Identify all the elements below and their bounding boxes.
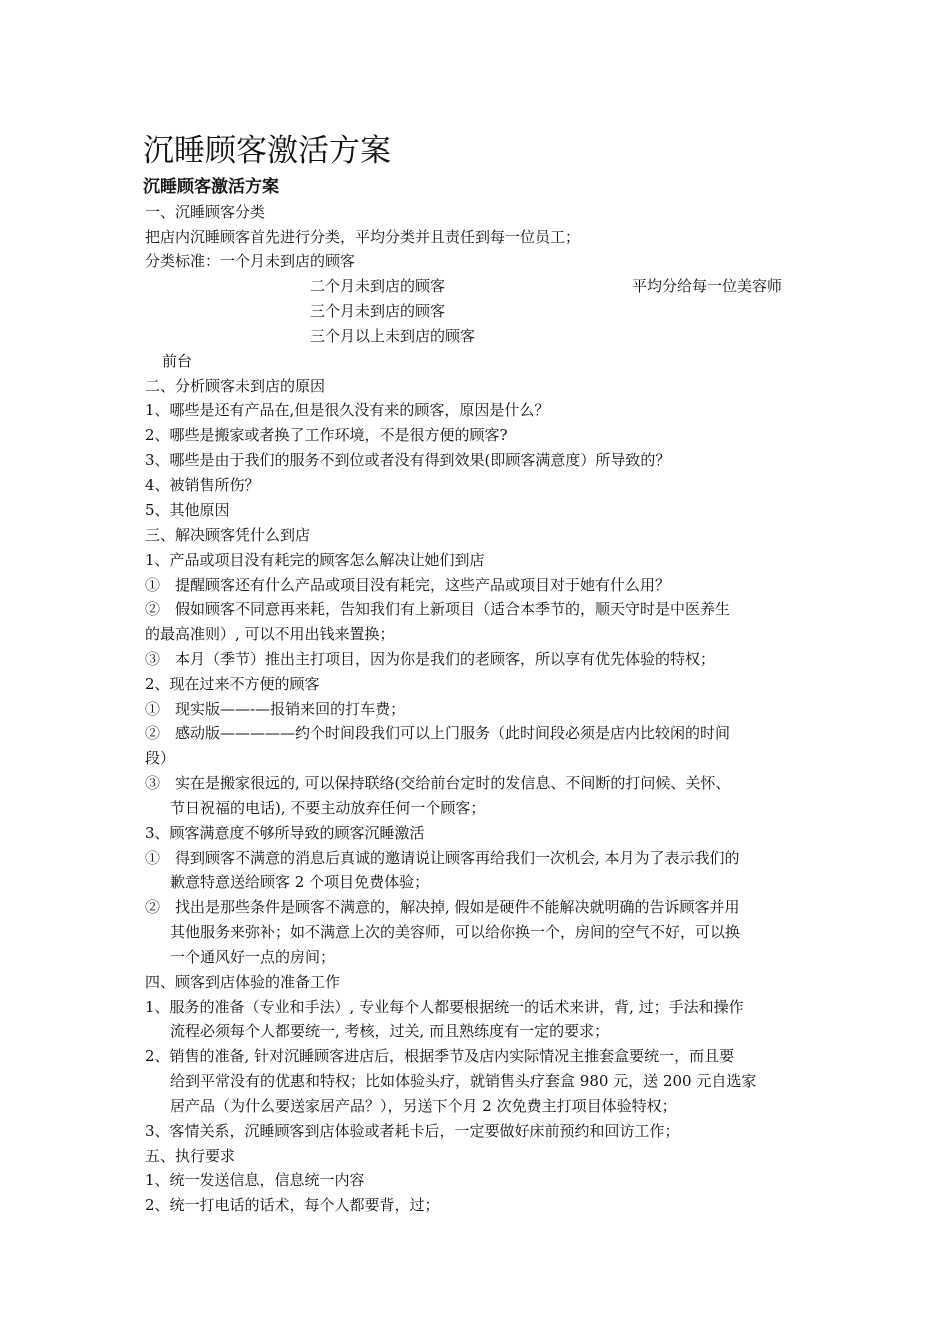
- list-item-continuation: 一个通风好一点的房间；: [170, 948, 336, 966]
- list-item-continuation: 段）: [145, 749, 176, 767]
- list-item: ② 假如顾客不同意再来耗，告知我们有上新项目（适合本季节的，顺天守时是中医养生: [145, 600, 731, 618]
- list-item: 2、现在过来不方便的顾客: [145, 675, 320, 693]
- list-item: 1、服务的准备（专业和手法）, 专业每个人都要根据统一的话术来讲，背, 过；手法和操作: [145, 998, 744, 1016]
- front-desk-label: 前台: [162, 352, 193, 370]
- list-item: 1、产品或项目没有耗完的顾客怎么解决让她们到店: [145, 551, 485, 569]
- category-note: 平均分给每一位美容师: [632, 277, 783, 295]
- list-item: ② 找出是那些条件是顾客不满意的，解决掉, 假如是硬件不能解决就明确的告诉顾客并用: [145, 898, 740, 916]
- list-item-continuation: 流程必须每个人都要统一, 考核，过关, 而且熟练度有一定的要求；: [170, 1022, 610, 1040]
- list-item: ② 感动版—————约个时间段我们可以上门服务（此时间段必须是店内比较闲的时间: [145, 724, 731, 742]
- list-item: 2、哪些是搬家或者换了工作环境，不是很方便的顾客?: [145, 426, 508, 444]
- category-item: 二个月未到店的顾客: [310, 277, 446, 295]
- list-item: ③ 本月（季节）推出主打项目，因为你是我们的老顾客，所以享有优先体验的特权；: [145, 650, 716, 668]
- list-item: 3、哪些是由于我们的服务不到位或者没有得到效果(即顾客满意度）所导致的？: [145, 451, 671, 469]
- list-item-continuation: 居产品（为什么要送家居产品？），另送下个月 2 次免费主打项目体验特权；: [170, 1097, 677, 1115]
- list-item: 2、统一打电话的话术，每个人都要背，过；: [145, 1196, 440, 1214]
- category-item: 三个月以上未到店的顾客: [310, 327, 476, 345]
- list-item-continuation: 给到平常没有的优惠和特权；比如体验头疗，就销售头疗套盒 980 元，送 200 元自选家: [170, 1072, 757, 1090]
- list-item-continuation: 其他服务来弥补；如不满意上次的美容师，可以给你换一个，房间的空气不好，可以换: [170, 923, 741, 941]
- list-item-continuation: 歉意特意送给顾客 2 个项目免费体验；: [170, 873, 430, 891]
- document-title: 沉睡顾客激活方案: [143, 133, 391, 169]
- paragraph: 把店内沉睡顾客首先进行分类，平均分类并且责任到每一位员工；: [145, 228, 581, 246]
- list-item: 1、统一发送信息，信息统一内容: [145, 1171, 365, 1189]
- list-item: ③ 实在是搬家很远的, 可以保持联络(交给前台定时的发信息、不间断的打问候、关怀、: [145, 774, 731, 792]
- list-item: ① 提醒顾客还有什么产品或项目没有耗完，这些产品或项目对于她有什么用？: [145, 576, 671, 594]
- list-item: 5、其他原因: [145, 501, 230, 519]
- document-subtitle: 沉睡顾客激活方案: [143, 177, 279, 197]
- section-5-heading: 五、执行要求: [145, 1147, 236, 1165]
- section-1-heading: 一、沉睡顾客分类: [145, 203, 266, 221]
- category-item: 三个月未到店的顾客: [310, 302, 446, 320]
- paragraph: 分类标准：一个月未到店的顾客: [145, 252, 356, 270]
- section-3-heading: 三、解决顾客凭什么到店: [145, 526, 311, 544]
- section-4-heading: 四、顾客到店体验的准备工作: [145, 973, 341, 991]
- list-item: 3、顾客满意度不够所导致的顾客沉睡激活: [145, 824, 425, 842]
- list-item: 4、被销售所伤？: [145, 476, 260, 494]
- section-2-heading: 二、分析顾客未到店的原因: [145, 377, 326, 395]
- list-item: ① 现实版——-—报销来回的打车费；: [145, 700, 406, 718]
- list-item: ① 得到顾客不满意的消息后真诚的邀请说让顾客再给我们一次机会, 本月为了表示我们的: [145, 849, 740, 867]
- list-item: 2、销售的准备, 针对沉睡顾客进店后，根据季节及店内实际情况主推套盒要统一，而且要: [145, 1047, 735, 1065]
- list-item-continuation: 的最高准则）, 可以不用出钱来置换；: [145, 625, 395, 643]
- list-item-continuation: 节日祝福的电话), 不要主动放弃任何一个顾客；: [170, 799, 486, 817]
- list-item: 3、客情关系，沉睡顾客到店体验或者耗卡后，一定要做好床前预约和回访工作；: [145, 1122, 680, 1140]
- list-item: 1、哪些是还有产品在,但是很久没有来的顾客，原因是什么？: [145, 401, 550, 419]
